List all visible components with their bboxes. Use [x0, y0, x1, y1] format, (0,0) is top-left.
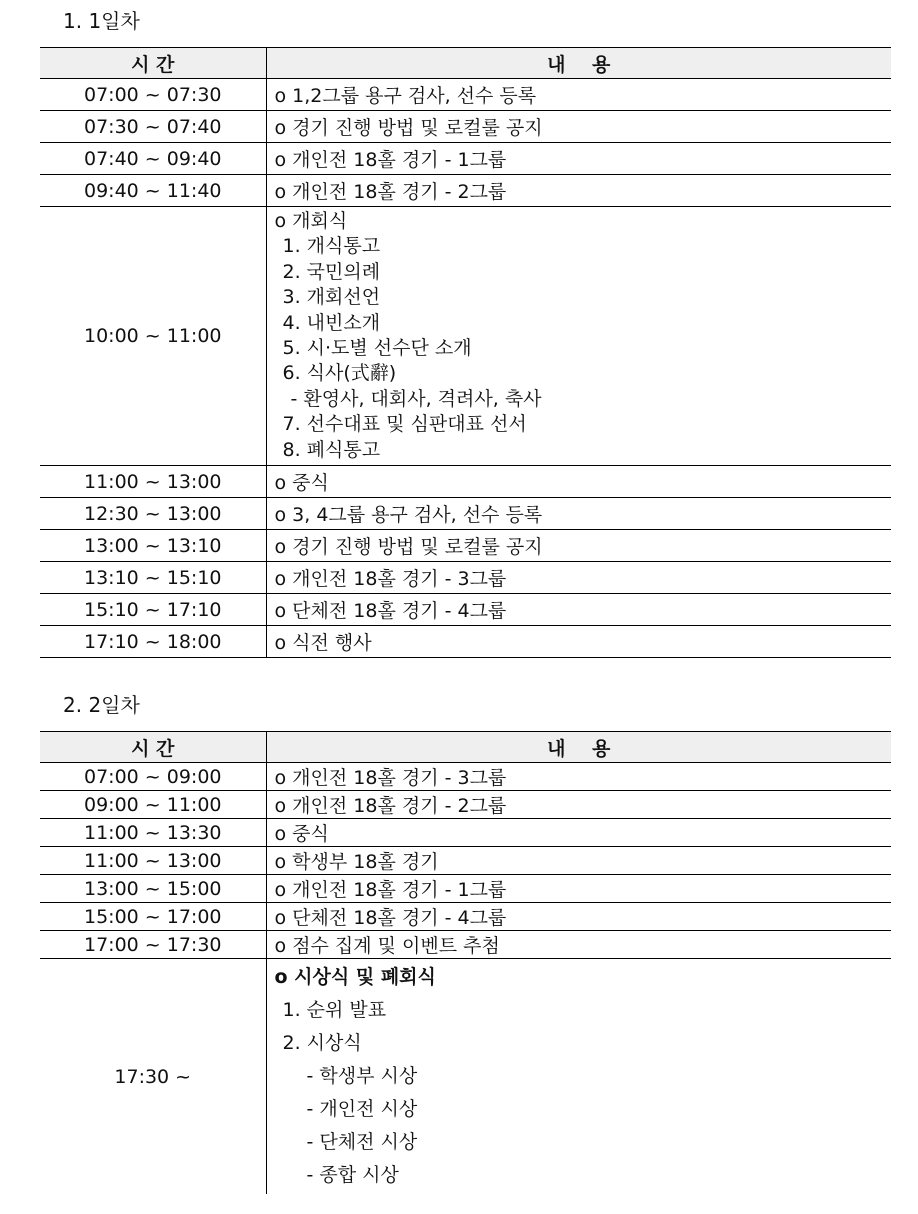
- content-cell: [266, 207, 891, 466]
- table-row: [40, 111, 891, 143]
- time-cell: 15:10 ~ 17:10: [40, 594, 266, 626]
- time-cell: 15:00 ~ 17:00: [40, 903, 266, 931]
- table-row: [40, 931, 891, 959]
- table-header-row: [40, 732, 891, 763]
- time-cell: 07:30 ~ 07:40: [40, 111, 266, 143]
- time-cell: 09:00 ~ 11:00: [40, 791, 266, 819]
- table-row: [40, 79, 891, 111]
- content-cell: o 학생부 18홀 경기: [266, 847, 891, 875]
- table-row: [40, 875, 891, 903]
- time-cell: 07:00 ~ 07:30: [40, 79, 266, 111]
- time-cell: 11:00 ~ 13:00: [40, 847, 266, 875]
- content-column-header: 내 용: [266, 48, 891, 79]
- time-cell: 17:00 ~ 17:30: [40, 931, 266, 959]
- content-cell: o 개인전 18홀 경기 - 3그룹: [266, 763, 891, 791]
- day2-schedule-table: [40, 731, 891, 1194]
- table-row: [40, 791, 891, 819]
- closing-subitem: - 단체전 시상: [306, 1131, 418, 1153]
- opening-ceremony-row: [40, 207, 891, 466]
- ceremony-item: 1. 개식통고: [282, 235, 381, 258]
- time-cell: 12:30 ~ 13:00: [40, 498, 266, 530]
- time-cell: 17:30 ~: [40, 959, 266, 1195]
- closing-subitem: - 학생부 시상: [306, 1065, 418, 1087]
- content-cell: o 개인전 18홀 경기 - 3그룹: [266, 562, 891, 594]
- day2-heading: 2. 2일차: [63, 693, 140, 717]
- time-cell: 07:00 ~ 09:00: [40, 763, 266, 791]
- day1-heading: 1. 1일차: [63, 9, 140, 33]
- closing-ceremony-row: [40, 959, 891, 1195]
- table-row: [40, 847, 891, 875]
- content-cell: o 경기 진행 방법 및 로컬룰 공지: [266, 111, 891, 143]
- content-cell: o 개인전 18홀 경기 - 1그룹: [266, 143, 891, 175]
- ceremony-item: 4. 내빈소개: [282, 311, 381, 334]
- time-cell: 13:00 ~ 13:10: [40, 530, 266, 562]
- table-row: [40, 530, 891, 562]
- time-cell: 17:10 ~ 18:00: [40, 626, 266, 658]
- time-column-header: 시 간: [40, 732, 266, 763]
- ceremony-item: 8. 폐식통고: [282, 438, 381, 461]
- content-cell: o 중식: [266, 466, 891, 498]
- closing-subitem: - 종합 시상: [306, 1164, 399, 1186]
- ceremony-item: 7. 선수대표 및 심판대표 선서: [282, 413, 527, 436]
- content-cell: o 개인전 18홀 경기 - 2그룹: [266, 791, 891, 819]
- content-cell: o 1,2그룹 용구 검사, 선수 등록: [266, 79, 891, 111]
- content-cell: o 단체전 18홀 경기 - 4그룹: [266, 903, 891, 931]
- content-cell: o 경기 진행 방법 및 로컬룰 공지: [266, 530, 891, 562]
- table-row: [40, 562, 891, 594]
- table-row: [40, 763, 891, 791]
- table-row: [40, 594, 891, 626]
- opening-ceremony-title: o 개회식: [274, 210, 348, 232]
- ceremony-subitem: - 환영사, 대회사, 격려사, 축사: [290, 387, 542, 410]
- time-column-header: 시 간: [40, 48, 266, 79]
- content-cell: o 단체전 18홀 경기 - 4그룹: [266, 594, 891, 626]
- ceremony-item: 2. 국민의례: [282, 260, 381, 283]
- time-cell: 07:40 ~ 09:40: [40, 143, 266, 175]
- content-cell: o 개인전 18홀 경기 - 1그룹: [266, 875, 891, 903]
- ceremony-item: 3. 개회선언: [282, 286, 381, 309]
- ceremony-item: 6. 식사(式辭): [282, 362, 397, 385]
- content-cell: o 점수 집계 및 이벤트 추첨: [266, 931, 891, 959]
- table-row: [40, 819, 891, 847]
- table-row: [40, 626, 891, 658]
- closing-ceremony-title: o 시상식 및 폐회식: [274, 966, 436, 988]
- time-cell: 10:00 ~ 11:00: [40, 207, 266, 466]
- table-row: [40, 498, 891, 530]
- content-column-header: 내 용: [266, 732, 891, 763]
- day1-schedule-table: [40, 47, 891, 658]
- closing-item: 1. 순위 발표: [282, 999, 387, 1021]
- table-row: [40, 175, 891, 207]
- time-cell: 09:40 ~ 11:40: [40, 175, 266, 207]
- table-row: [40, 143, 891, 175]
- table-row: [40, 903, 891, 931]
- table-header-row: [40, 48, 891, 79]
- closing-item: 2. 시상식: [282, 1032, 362, 1054]
- time-cell: 11:00 ~ 13:30: [40, 819, 266, 847]
- time-cell: 13:10 ~ 15:10: [40, 562, 266, 594]
- closing-subitem: - 개인전 시상: [306, 1098, 418, 1120]
- content-cell: o 개인전 18홀 경기 - 2그룹: [266, 175, 891, 207]
- ceremony-item: 5. 시·도별 선수단 소개: [282, 337, 472, 360]
- content-cell: o 식전 행사: [266, 626, 891, 658]
- time-cell: 11:00 ~ 13:00: [40, 466, 266, 498]
- content-cell: o 3, 4그룹 용구 검사, 선수 등록: [266, 498, 891, 530]
- content-cell: [266, 959, 891, 1195]
- content-cell: o 중식: [266, 819, 891, 847]
- table-row: [40, 466, 891, 498]
- time-cell: 13:00 ~ 15:00: [40, 875, 266, 903]
